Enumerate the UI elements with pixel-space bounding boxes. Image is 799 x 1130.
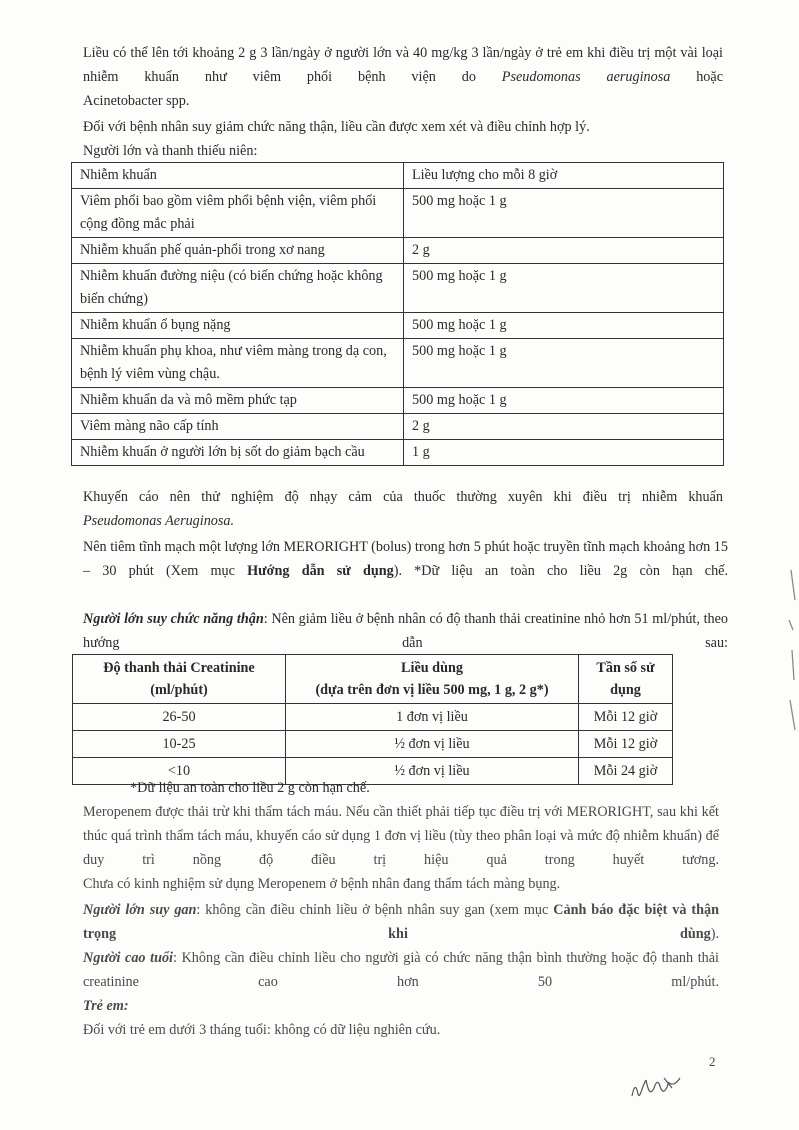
col-creatinine-line1: Độ thanh thải Creatinine (103, 660, 255, 676)
adults-heading: Người lớn và thanh thiếu niên: (83, 143, 258, 159)
frequency-cell: Mỗi 12 giờ (579, 731, 673, 758)
infection-cell: Nhiễm khuẩn da và mô mềm phức tạp (72, 388, 404, 414)
hepatic-paragraph (83, 898, 719, 946)
renal-note: Đối với bệnh nhân suy giảm chức năng thận, liều cần được xem xét và điều chỉnh hợp lý. (83, 119, 590, 135)
frequency-cell: Mỗi 12 giờ (579, 704, 673, 731)
col-creatinine-line2: (ml/phút) (150, 682, 208, 698)
dose-cell: 1 g (404, 440, 724, 466)
hemodialysis-paragraph: Meropenem được thải trừ khi thẩm tách máu. Nếu cần thiết phải tiếp tục điều trị với MERORIGHT, sau khi kết thúc quá trình thẩm tách máu, khuyến cáo sử dụng 1 đơn vị liều (tùy theo phân loại và mức độ nhiễm khuẩn) để duy trì nồng độ điều trị hiệu quả trong huyết tương. (83, 804, 719, 868)
table-row (72, 440, 724, 466)
infection-cell: Nhiễm khuẩn ổ bụng nặng (72, 313, 404, 339)
table-row (72, 238, 724, 264)
table-row (73, 731, 673, 758)
infection-cell: Nhiễm khuẩn phụ khoa, như viêm màng trong dạ con, bệnh lý viêm vùng chậu. (72, 339, 404, 388)
dose-unit-cell: 1 đơn vị liều (286, 704, 579, 731)
dose-cell: 500 mg hoặc 1 g (404, 388, 724, 414)
initials-signature (628, 1066, 688, 1106)
dose-cell: 500 mg hoặc 1 g (404, 339, 724, 388)
hepatic-text: : không cần điều chỉnh liều ở bệnh nhân suy gan (xem mục (196, 902, 549, 918)
pseudomonas-italic: Pseudomonas Aeruginosa. (83, 513, 235, 529)
dose-unit-cell: ½ đơn vị liều (286, 758, 579, 785)
dose-unit-cell: ½ đơn vị liều (286, 731, 579, 758)
dose-cell: 2 g (404, 414, 724, 440)
header-infection: Nhiễm khuẩn (72, 163, 404, 189)
renal-impairment-label: Người lớn suy chức năng thận (83, 611, 264, 627)
table-row (72, 189, 724, 238)
table-row (72, 313, 724, 339)
col-frequency-line2: dụng (610, 682, 641, 698)
dose-cell: 500 mg hoặc 1 g (404, 313, 724, 339)
col-dose-line2: (dựa trên đơn vị liều 500 mg, 1 g, 2 g*) (315, 682, 549, 698)
col-creatinine (73, 655, 286, 704)
infection-cell: Viêm phổi bao gồm viêm phổi bệnh viện, viêm phổi cộng đồng mắc phải (72, 189, 404, 238)
table-footnote: *Dữ liệu an toàn cho liều 2 g còn hạn chế. (130, 780, 370, 796)
dosage-text-tail: hoặc (696, 69, 723, 85)
col-dose (286, 655, 579, 704)
table-row (72, 339, 724, 388)
pseudomonas-term: Pseudomonas aeruginosa (501, 69, 671, 85)
clearance-cell: <10 (73, 758, 286, 785)
infection-dosage-table (71, 162, 724, 466)
col-dose-line1: Liều dùng (401, 660, 463, 676)
clearance-cell: 26-50 (73, 704, 286, 731)
table-header-row (72, 163, 724, 189)
table-row (72, 414, 724, 440)
table-row (72, 264, 724, 313)
dose-cell: 500 mg hoặc 1 g (404, 189, 724, 238)
frequency-cell: Mỗi 24 giờ (579, 758, 673, 785)
elderly-paragraph (83, 946, 719, 994)
hepatic-label: Người lớn suy gan (83, 902, 197, 918)
header-dose: Liều lượng cho mỗi 8 giờ (404, 163, 724, 189)
administration-paragraph (83, 535, 728, 583)
peritoneal-note: Chưa có kinh nghiệm sử dụng Meropenem ở bệnh nhân đang thẩm tách màng bụng. (83, 876, 561, 892)
table-row (72, 388, 724, 414)
scan-edge-marks (769, 560, 799, 760)
renal-impairment-text: : Nên giảm liều ở bệnh nhân có độ thanh thải creatinine nhỏ hơn 51 ml/phút, theo hướng dẫn sau: (83, 611, 729, 651)
dose-cell: 500 mg hoặc 1 g (404, 264, 724, 313)
table-row (73, 704, 673, 731)
col-frequency-line1: Tần số sử (596, 660, 655, 676)
infection-cell: Viêm màng não cấp tính (72, 414, 404, 440)
administration-text-end: ). *Dữ liệu an toàn cho liều 2g còn hạn chế. (393, 563, 729, 579)
infection-cell: Nhiễm khuẩn phế quản-phổi trong xơ nang (72, 238, 404, 264)
susceptibility-note: Khuyến cáo nên thử nghiệm độ nhạy cảm của thuốc thường xuyên khi điều trị nhiễm khuẩn (83, 489, 723, 505)
dose-cell: 2 g (404, 238, 724, 264)
creatinine-clearance-table (72, 654, 673, 785)
page-number: 2 (709, 1054, 716, 1069)
administration-text: Nên tiêm tĩnh mạch một lượng lớn MERORIGHT (bolus) trong hơn 5 phút hoặc truyền tĩnh mạch khoảng hơn 15 – 30 phút (Xem mục (83, 539, 728, 579)
children-note: Đối với trẻ em dưới 3 tháng tuổi: không có dữ liệu nghiên cứu. (83, 1022, 441, 1038)
acinetobacter-line: Acinetobacter spp. (83, 93, 190, 109)
usage-section-ref: Hướng dẫn sử dụng (247, 563, 394, 579)
renal-impairment-paragraph (83, 607, 728, 655)
col-frequency (579, 655, 673, 704)
elderly-label: Người cao tuổi (83, 950, 173, 966)
dosage-paragraph (83, 41, 723, 89)
infection-cell: Nhiễm khuẩn ở người lớn bị sốt do giảm bạch cầu (72, 440, 404, 466)
warnings-section-ref: Cảnh báo đặc biệt và thận trọng khi dùng (83, 902, 720, 942)
children-heading: Trẻ em: (83, 998, 129, 1014)
hepatic-text-end: ). (710, 926, 719, 942)
clearance-cell: 10-25 (73, 731, 286, 758)
elderly-text: : Không cần điều chỉnh liều cho người già có chức năng thận bình thường hoặc độ thanh thải creatinine cao hơn 50 ml/phút. (83, 950, 719, 990)
infection-cell: Nhiễm khuẩn đường niệu (có biến chứng hoặc không biến chứng) (72, 264, 404, 313)
dosage-text: Liều có thể lên tới khoảng 2 g 3 lần/ngày ở người lớn và 40 mg/kg 3 lần/ngày ở trẻ em khi điều trị một vài loại nhiễm khuẩn như viêm phổi bệnh viện do (83, 45, 723, 85)
